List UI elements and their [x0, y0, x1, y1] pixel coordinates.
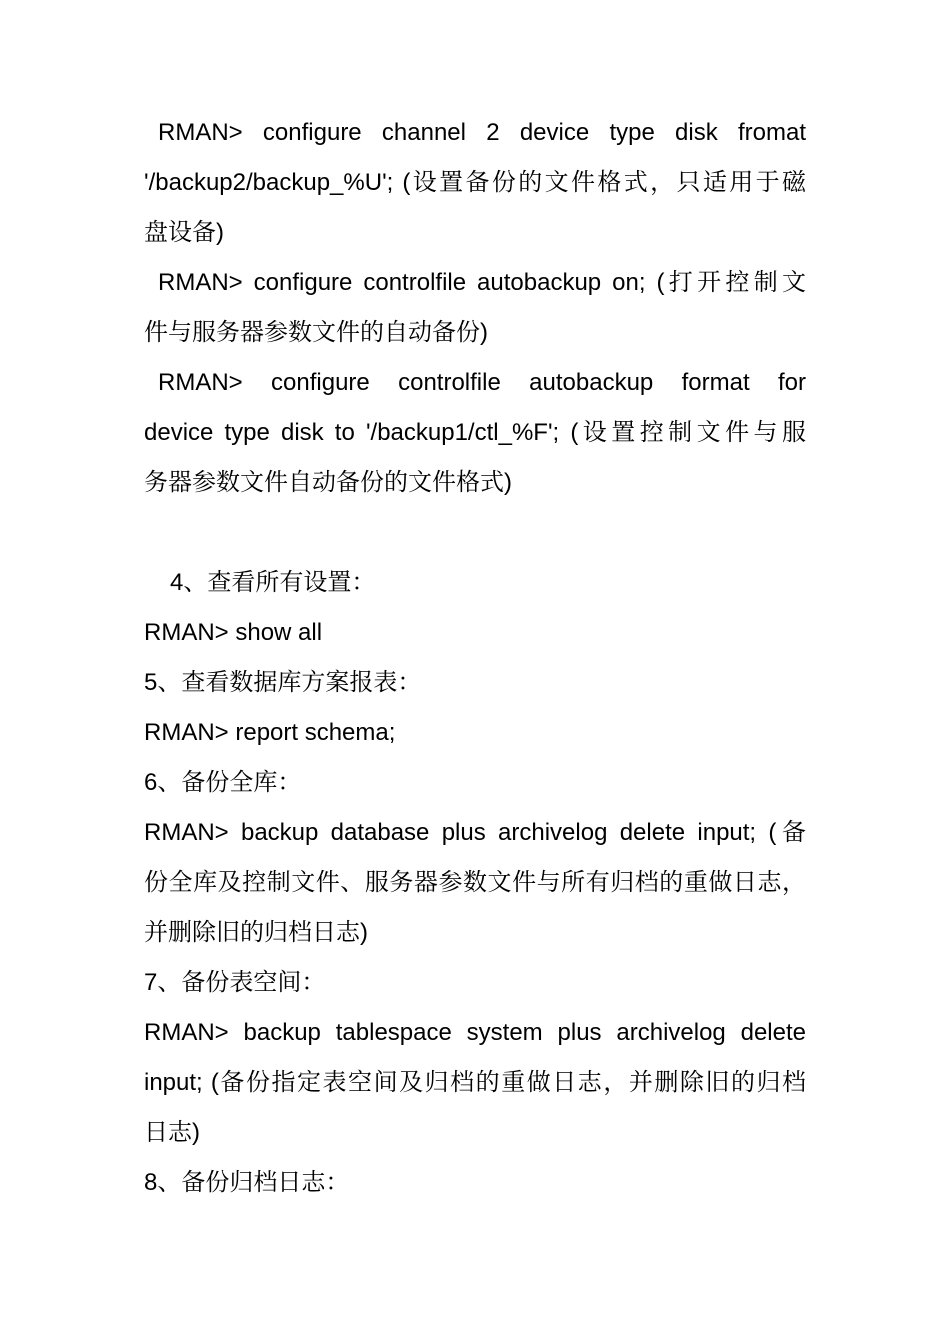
text-line: '/backup2/backup_%U'; (设置备份的文件格式，只适用于磁	[144, 169, 806, 196]
section-heading: 8、备份归档日志：	[144, 1169, 350, 1196]
section-heading: 4、查看所有设置：	[170, 569, 376, 596]
text-line: device type disk to '/backup1/ctl_%F'; (设置控制文件与服	[144, 419, 806, 446]
command-line: RMAN> report schema;	[144, 719, 396, 746]
command-line: RMAN> backup database plus archivelog delete input; (备	[144, 819, 806, 846]
text-line: 盘设备)	[144, 219, 224, 246]
text-line: 并删除旧的归档日志)	[144, 919, 368, 946]
text-line: input; (备份指定表空间及归档的重做日志，并删除旧的归档	[144, 1069, 806, 1096]
text-line: 件与服务器参数文件的自动备份)	[144, 319, 488, 346]
text-line: RMAN> configure controlfile autobackup format for	[158, 369, 806, 396]
text-line: 务器参数文件自动备份的文件格式)	[144, 469, 512, 496]
section-heading: 6、备份全库：	[144, 769, 302, 796]
text-line: 日志)	[144, 1119, 200, 1146]
command-line: RMAN> show all	[144, 619, 323, 646]
document-body	[144, 108, 806, 1208]
text-line: RMAN> configure channel 2 device type disk fromat	[158, 119, 806, 146]
blank-line	[144, 508, 806, 558]
command-line: RMAN> backup tablespace system plus archivelog delete	[144, 1019, 806, 1046]
section-heading: 7、备份表空间：	[144, 969, 326, 996]
section-heading: 5、查看数据库方案报表：	[144, 669, 422, 696]
text-line: RMAN> configure controlfile autobackup on; (打开控制文	[158, 269, 806, 296]
text-line: 份全库及控制文件、服务器参数文件与所有归档的重做日志，	[144, 869, 806, 896]
